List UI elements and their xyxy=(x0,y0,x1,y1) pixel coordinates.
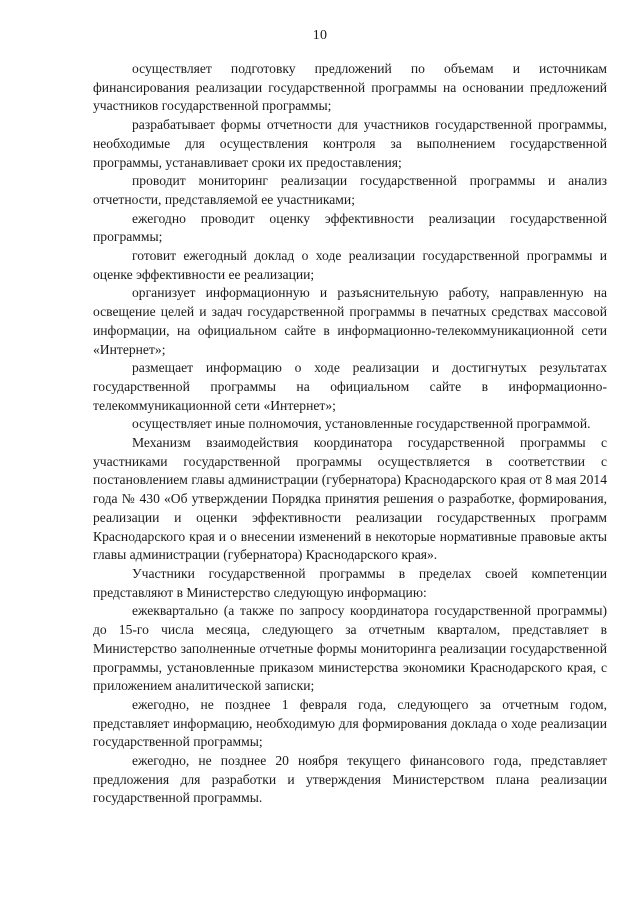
paragraph-publication-online: размещает информацию о ходе реализации и достигнутых результатах государственной программы на официальном сайте в информационно-телекоммуникационной сети «Интернет»; xyxy=(93,360,607,413)
paragraph-monitoring: проводит мониторинг реализации государственной программы и анализ отчетности, представляемой ее участниками; xyxy=(93,173,607,207)
paragraph-other-powers: осуществляет иные полномочия, установленные государственной программой. xyxy=(132,416,591,432)
paragraph-proposals-financing: осуществляет подготовку предложений по объемам и источникам финансирования реализации государственной программы на основании предложений участников государственной программы; xyxy=(93,61,607,114)
paragraph-interaction-mechanism: Механизм взаимодействия координатора государственной программы с участниками государственной программы осуществляется в соответствии с постановлением главы администрации (губернатора) Краснодарского края от 8 мая 2014 года № 430 «Об утверждении Порядка принятия решения о разработке, формирования, реализации и оценки эффективности реализации государственных программ Краснодарского края и о внесении изменений в некоторые нормативные правовые акты главы администрации (губернатора) Краснодарского края». xyxy=(93,435,607,563)
paragraph-annual-report: готовит ежегодный доклад о ходе реализации государственной программы и оценке эффективности ее реализации; xyxy=(93,248,607,282)
paragraph-plan-proposals: ежегодно, не позднее 20 ноября текущего финансового года, представляет предложения для разработки и утверждения Министерством плана реализации государственной программы. xyxy=(93,753,607,806)
paragraph-reporting-forms: разрабатывает формы отчетности для участников государственной программы, необходимые для осуществления контроля за выполнением государственной программы, устанавливает сроки их предоставления; xyxy=(93,117,607,170)
paragraph-participants-info: Участники государственной программы в пределах своей компетенции представляют в Министерство следующую информацию: xyxy=(93,565,607,600)
page-number: 10 xyxy=(312,28,328,43)
paragraph-information-work: организует информационную и разъяснительную работу, направленную на освещение целей и задач государственной программы в печатных средствах массовой информации, на официальном сайте в информационно-телекоммуникационной сети «Интернет»; xyxy=(93,285,607,357)
paragraph-annual-info: ежегодно, не позднее 1 февраля года, следующего за отчетным годом, представляет информацию, необходимую для формирования доклада о ходе реализации государственной программы; xyxy=(93,696,607,750)
document-body xyxy=(93,60,607,808)
paragraph-efficiency-evaluation: ежегодно проводит оценку эффективности реализации государственной программы; xyxy=(93,210,607,245)
paragraph-quarterly-reporting: ежеквартально (а также по запросу координатора государственной программы) до 15-го числа месяца, следующего за отчетным кварталом, представляет в Министерство заполненные отчетные формы мониторинга реализации государственной программы, установленные приказом министерства экономики Краснодарского края, с приложением аналитической записки; xyxy=(93,603,607,694)
